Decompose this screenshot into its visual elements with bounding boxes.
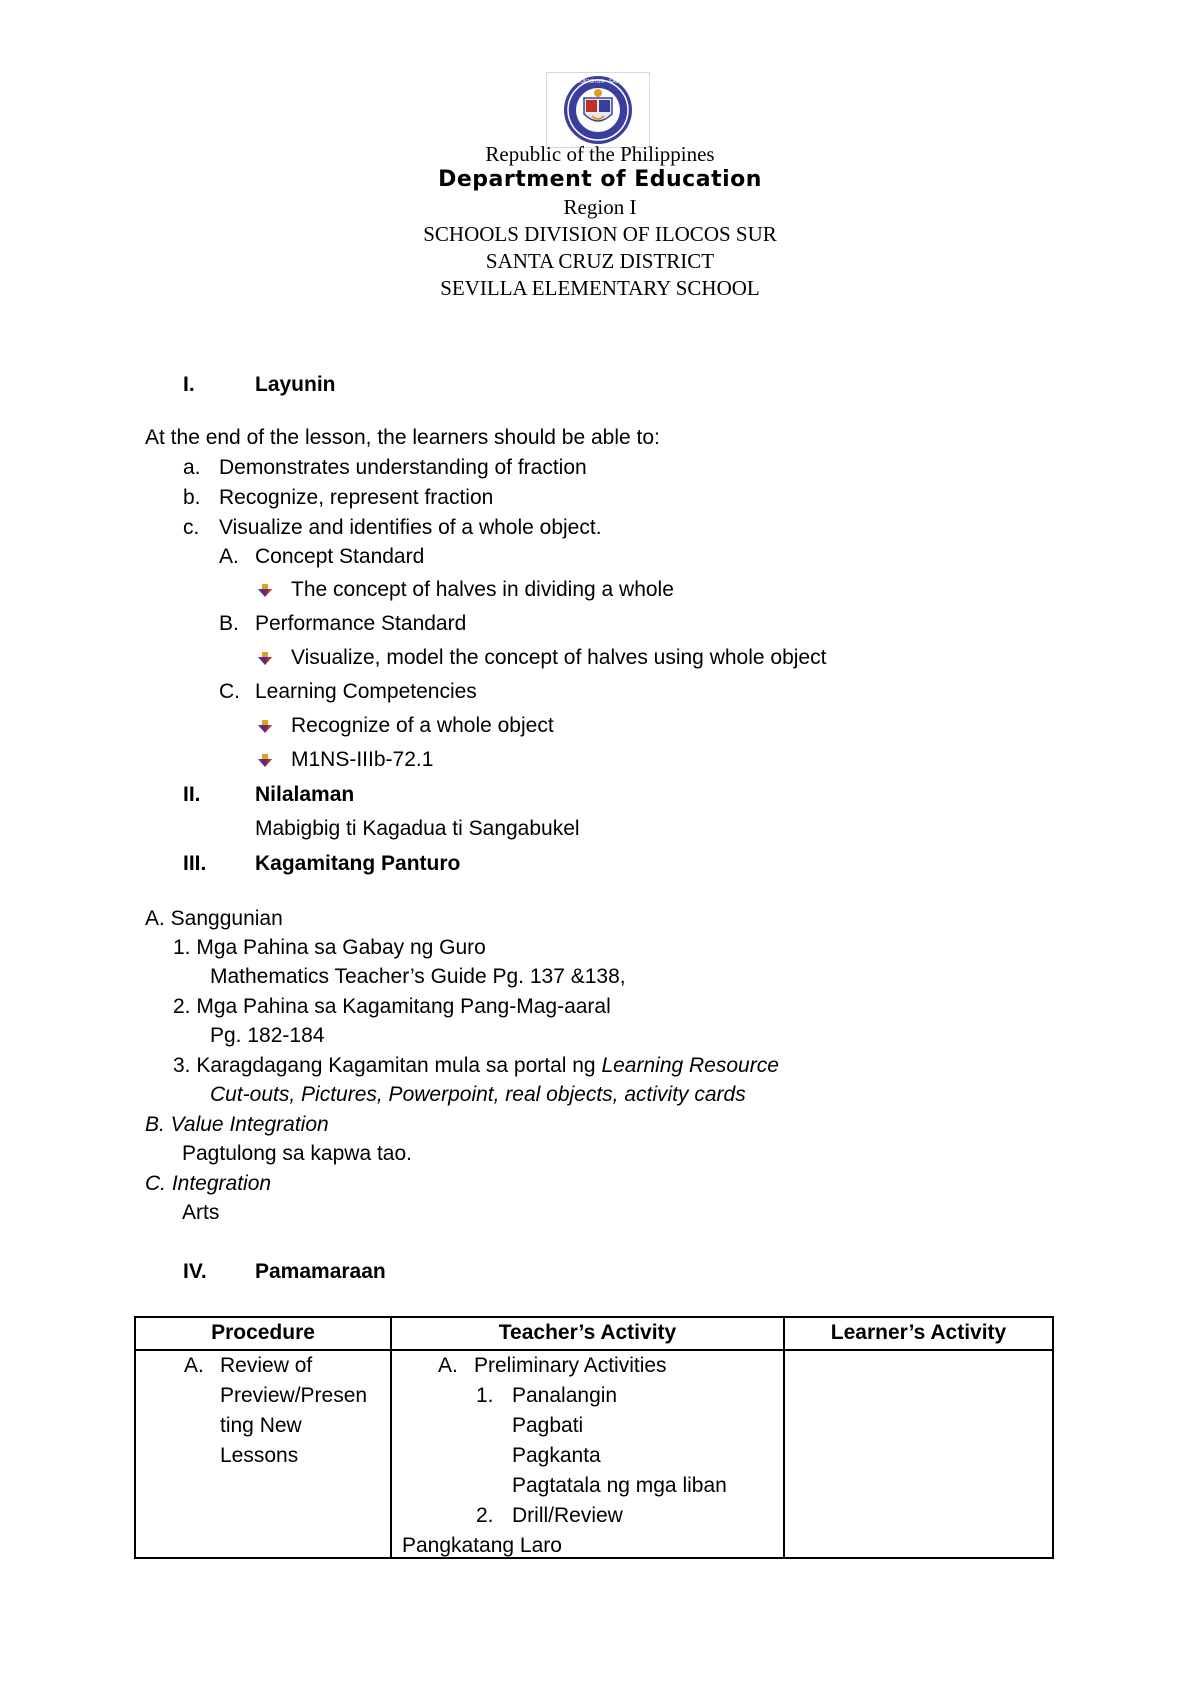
teacher-last: Pangkatang Laro [402, 1534, 562, 1557]
standard-a-letter: A. [219, 545, 239, 568]
teacher-a-letter: A. [438, 1354, 458, 1377]
teacher-n1-item-1: Panalangin [512, 1384, 618, 1407]
teacher-n2: 2. [476, 1504, 494, 1527]
reference-3-label-prefix: 3. Karagdagang Kagamitan mula sa portal ng [173, 1054, 602, 1077]
standard-a-bullet-1: The concept of halves in dividing a whole [291, 578, 674, 601]
teacher-n1: 1. [476, 1384, 494, 1407]
school-line: SEVILLA ELEMENTARY SCHOOL [440, 276, 760, 300]
reference-3-detail: Cut-outs, Pictures, Powerpoint, real objects, activity cards [210, 1083, 746, 1106]
deped-seal [530, 72, 666, 148]
procedure-line-1: Review of [220, 1354, 313, 1377]
republic-line: Republic of the Philippines [485, 142, 715, 166]
standard-b-title: Performance Standard [255, 612, 467, 635]
standard-c-bullet-1: Recognize of a whole object [291, 714, 554, 737]
teacher-activity-cell [391, 1350, 784, 1558]
teacher-n2-text: Drill/Review [512, 1504, 623, 1527]
division-line: SCHOOLS DIVISION OF ILOCOS SUR [423, 222, 777, 246]
header-learner-activity: Learner’s Activity [784, 1317, 1053, 1350]
objective-c-letter: c. [183, 516, 200, 539]
teacher-n1-item-4: Pagtatala ng mga liban [512, 1474, 727, 1497]
procedure-line-3: ting New [220, 1414, 302, 1437]
value-integration-content: Pagtulong sa kapwa tao. [182, 1142, 412, 1165]
standard-b-bullet-1: Visualize, model the concept of halves using whole object [291, 646, 827, 669]
teacher-n1-item-2: Pagbati [512, 1414, 584, 1437]
procedure-line-4: Lessons [220, 1444, 299, 1467]
reference-3-label [173, 1053, 779, 1079]
sanggunian-title: A. Sanggunian [145, 907, 283, 930]
reference-2-label: 2. Mga Pahina sa Kagamitang Pang-Mag-aaral [173, 995, 611, 1018]
section4-title: Pamamaraan [255, 1260, 386, 1283]
header-teacher-activity: Teacher’s Activity [391, 1317, 784, 1350]
standard-a-title: Concept Standard [255, 545, 425, 568]
reference-1-detail: Mathematics Teacher’s Guide Pg. 137 &138, [210, 965, 626, 988]
procedure-cell [135, 1350, 391, 1558]
table-header-row [135, 1317, 1053, 1350]
reference-1-label: 1. Mga Pahina sa Gabay ng Guro [173, 936, 486, 959]
section1-title: Layunin [255, 373, 336, 396]
integration-content: Arts [182, 1201, 220, 1224]
header-procedure: Procedure [135, 1317, 391, 1350]
learner-activity-cell [784, 1350, 1053, 1558]
district-line: SANTA CRUZ DISTRICT [485, 249, 715, 273]
objective-a-text: Demonstrates understanding of fraction [219, 456, 587, 479]
objective-c-text: Visualize and identifies of a whole object. [219, 516, 602, 539]
objective-a-letter: a. [183, 456, 201, 479]
objectives-intro: At the end of the lesson, the learners should be able to: [145, 426, 660, 449]
standard-b-letter: B. [219, 612, 239, 635]
teacher-a-text: Preliminary Activities [474, 1354, 667, 1377]
objective-b-letter: b. [183, 486, 201, 509]
teacher-n1-item-3: Pagkanta [512, 1444, 601, 1467]
section2-title: Nilalaman [255, 783, 355, 806]
section4-number: IV. [183, 1260, 207, 1283]
section2-content: Mabigbig ti Kagadua ti Sangabukel [255, 817, 580, 840]
value-integration-title: B. Value Integration [145, 1113, 329, 1136]
region-line: Region I [563, 195, 637, 219]
table-row [135, 1350, 1053, 1558]
standard-c-bullet-2: M1NS-IIIb-72.1 [291, 748, 434, 771]
section1-number: I. [183, 373, 195, 396]
section2-number: II. [183, 783, 201, 806]
reference-3-label-italic: Learning Resource [601, 1054, 779, 1077]
section3-number: III. [183, 852, 207, 875]
seal-text: KAGAWARAN NG EDUKASYON · SAGISAG NG PILIPINAS [530, 79, 666, 85]
section3-title: Kagamitang Panturo [255, 852, 461, 875]
objective-b-text: Recognize, represent fraction [219, 486, 494, 509]
procedure-table [134, 1316, 1054, 1559]
integration-title: C. Integration [145, 1172, 272, 1195]
standard-c-title: Learning Competencies [255, 680, 477, 703]
procedure-line-2: Preview/Presen [220, 1384, 368, 1407]
department-line: Department of Education [438, 167, 762, 192]
standard-c-letter: C. [219, 680, 240, 703]
procedure-letter: A. [184, 1354, 204, 1377]
reference-2-detail: Pg. 182-184 [210, 1024, 325, 1047]
